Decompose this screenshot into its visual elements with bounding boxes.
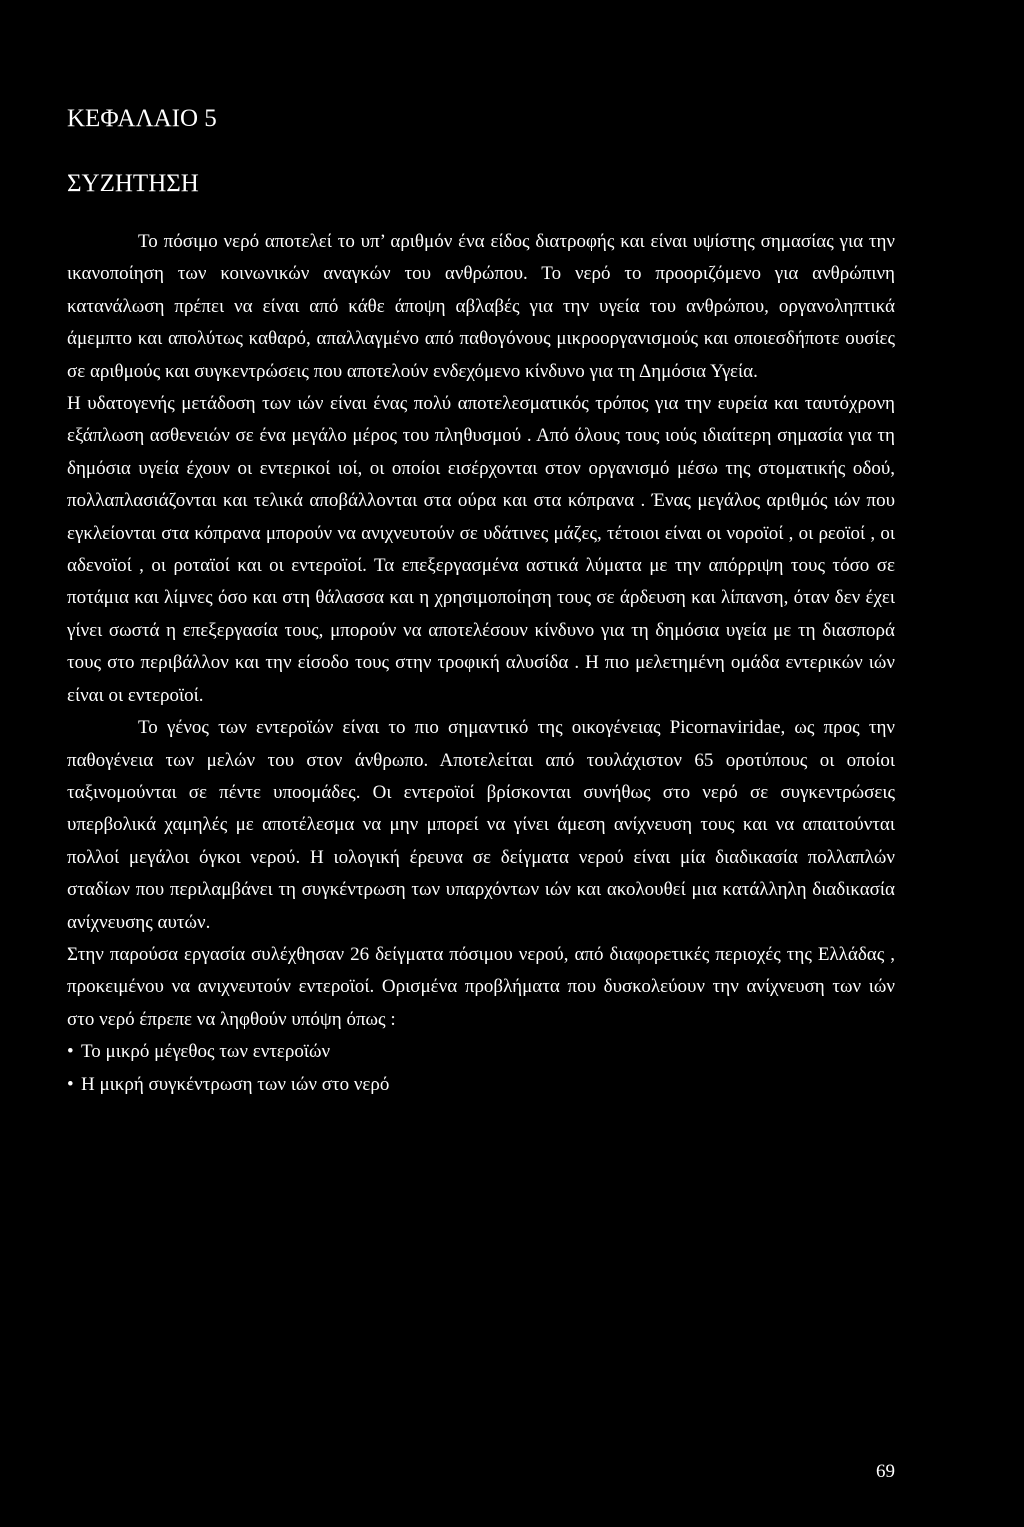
page-number: 69 <box>876 1461 895 1482</box>
section-heading: ΣΥΖΗΤΗΣΗ <box>67 170 199 197</box>
paragraph-intro: Το πόσιμο νερό αποτελεί το υπ’ αριθμόν ένα είδος διατροφής και είναι υψίστης σημασίας για την ικανοποίηση των κοινωνικών αναγκών του ανθρώπου. Το νερό το προοριζόμενο για ανθρώπινη κατανάλωση πρέπει να είναι από κάθε άποψη αβλαβές για την υγεία του ανθρώπου, οργανοληπτικά άμεμπτο και απολύτως καθαρό, απαλλαγμένο από παθογόνους μικροοργανισμούς και οποιεσδήποτε ουσίες σε αριθμούς και συγκεντρώσεις που αποτελούν ενδεχόμενο κίνδυνο για τη Δημόσια Υγεία. <box>67 231 895 382</box>
paragraph-present-study: Στην παρούσα εργασία συλέχθησαν 26 δείγματα πόσιμου νερού, από διαφορετικές περιοχές της Ελλάδας , προκειμένου να ανιχνευτούν εντεροϊοί. Ορισμένα προβλήματα που δυσκολεύουν την ανίχνευση των ιών στο νερό έπρεπε να ληφθούν υπόψη όπως : <box>67 943 895 1030</box>
paragraph-enteroviruses: Το γένος των εντεροϊών είναι το πιο σημαντικό της οικογένειας Picornaviridae, ως προς την παθογένεια των μελών του στον άνθρωπο. Αποτελείται από τουλάχιστον 65 οροτύπους οι οποίοι ταξινομούνται σε πέντε υποομάδες. Οι εντεροϊοί βρίσκονται συνήθως στο νερό σε συγκεντρώσεις υπερβολικά χαμηλές με αποτέλεσμα να μην μπορεί να γίνει άμεση ανίχνευση τους και να απαιτούνται πολλοί μεγάλοι όγκοι νερού. Η ιολογική έρευνα σε δείγματα νερού είναι μία διαδικασία πολλαπλών σταδίων που περιλαμβάνει τη συγκέντρωση των υπαρχόντων ιών και ακολουθεί μια κατάλληλη διαδικασία ανίχνευσης αυτών. <box>67 717 895 933</box>
document-page <box>67 0 895 1527</box>
problems-list <box>67 1036 895 1101</box>
list-item: • Η μικρή συγκέντρωση των ιών στο νερό <box>67 1069 895 1101</box>
chapter-heading: ΚΕΦΑΛΑΙΟ 5 <box>67 105 217 132</box>
paragraph-waterborne-transmission: Η υδατογενής μετάδοση των ιών είναι ένας πολύ αποτελεσματικός τρόπος για την ευρεία και ταυτόχρονη εξάπλωση ασθενειών σε ένα μεγάλο μέρος του πληθυσμού . Από όλους τους ιούς ιδιαίτερη σημασία για τη δημόσια υγεία έχουν οι εντερικοί ιοί, οι οποίοι εισέρχονται στον οργανισμό μέσω της στοματικής οδού, πολλαπλασιάζονται και τελικά αποβάλλονται στα ούρα και στα κόπρανα . Ένας μεγάλος αριθμός ιών που εγκλείονται στα κόπρανα μπορούν να ανιχνευτούν σε υδάτινες μάζες, τέτοιοι είναι οι νοροϊοί , οι ρεοϊοί , οι αδενοϊοί , οι ροταϊοί και οι εντεροϊοί. Τα επεξεργασμένα αστικά λύματα με την απόρριψη τους τόσο σε ποτάμια και λίμνες όσο και στη θάλασσα και η χρησιμοποίηση τους σε άρδευση και λίπανση, όταν δεν έχει γίνει σωστά η επεξεργασία τους, μπορούν να αποτελέσουν κίνδυνο για τη δημόσια υγεία με τη διασπορά τους στο περιβάλλον και την είσοδο τους στην τροφική αλυσίδα . Η πιο μελετημένη ομάδα εντερικών ιών είναι οι εντεροϊοί. <box>67 393 895 706</box>
list-item: • Το μικρό μέγεθος των εντεροϊών <box>67 1036 895 1068</box>
body-text <box>67 226 895 1101</box>
